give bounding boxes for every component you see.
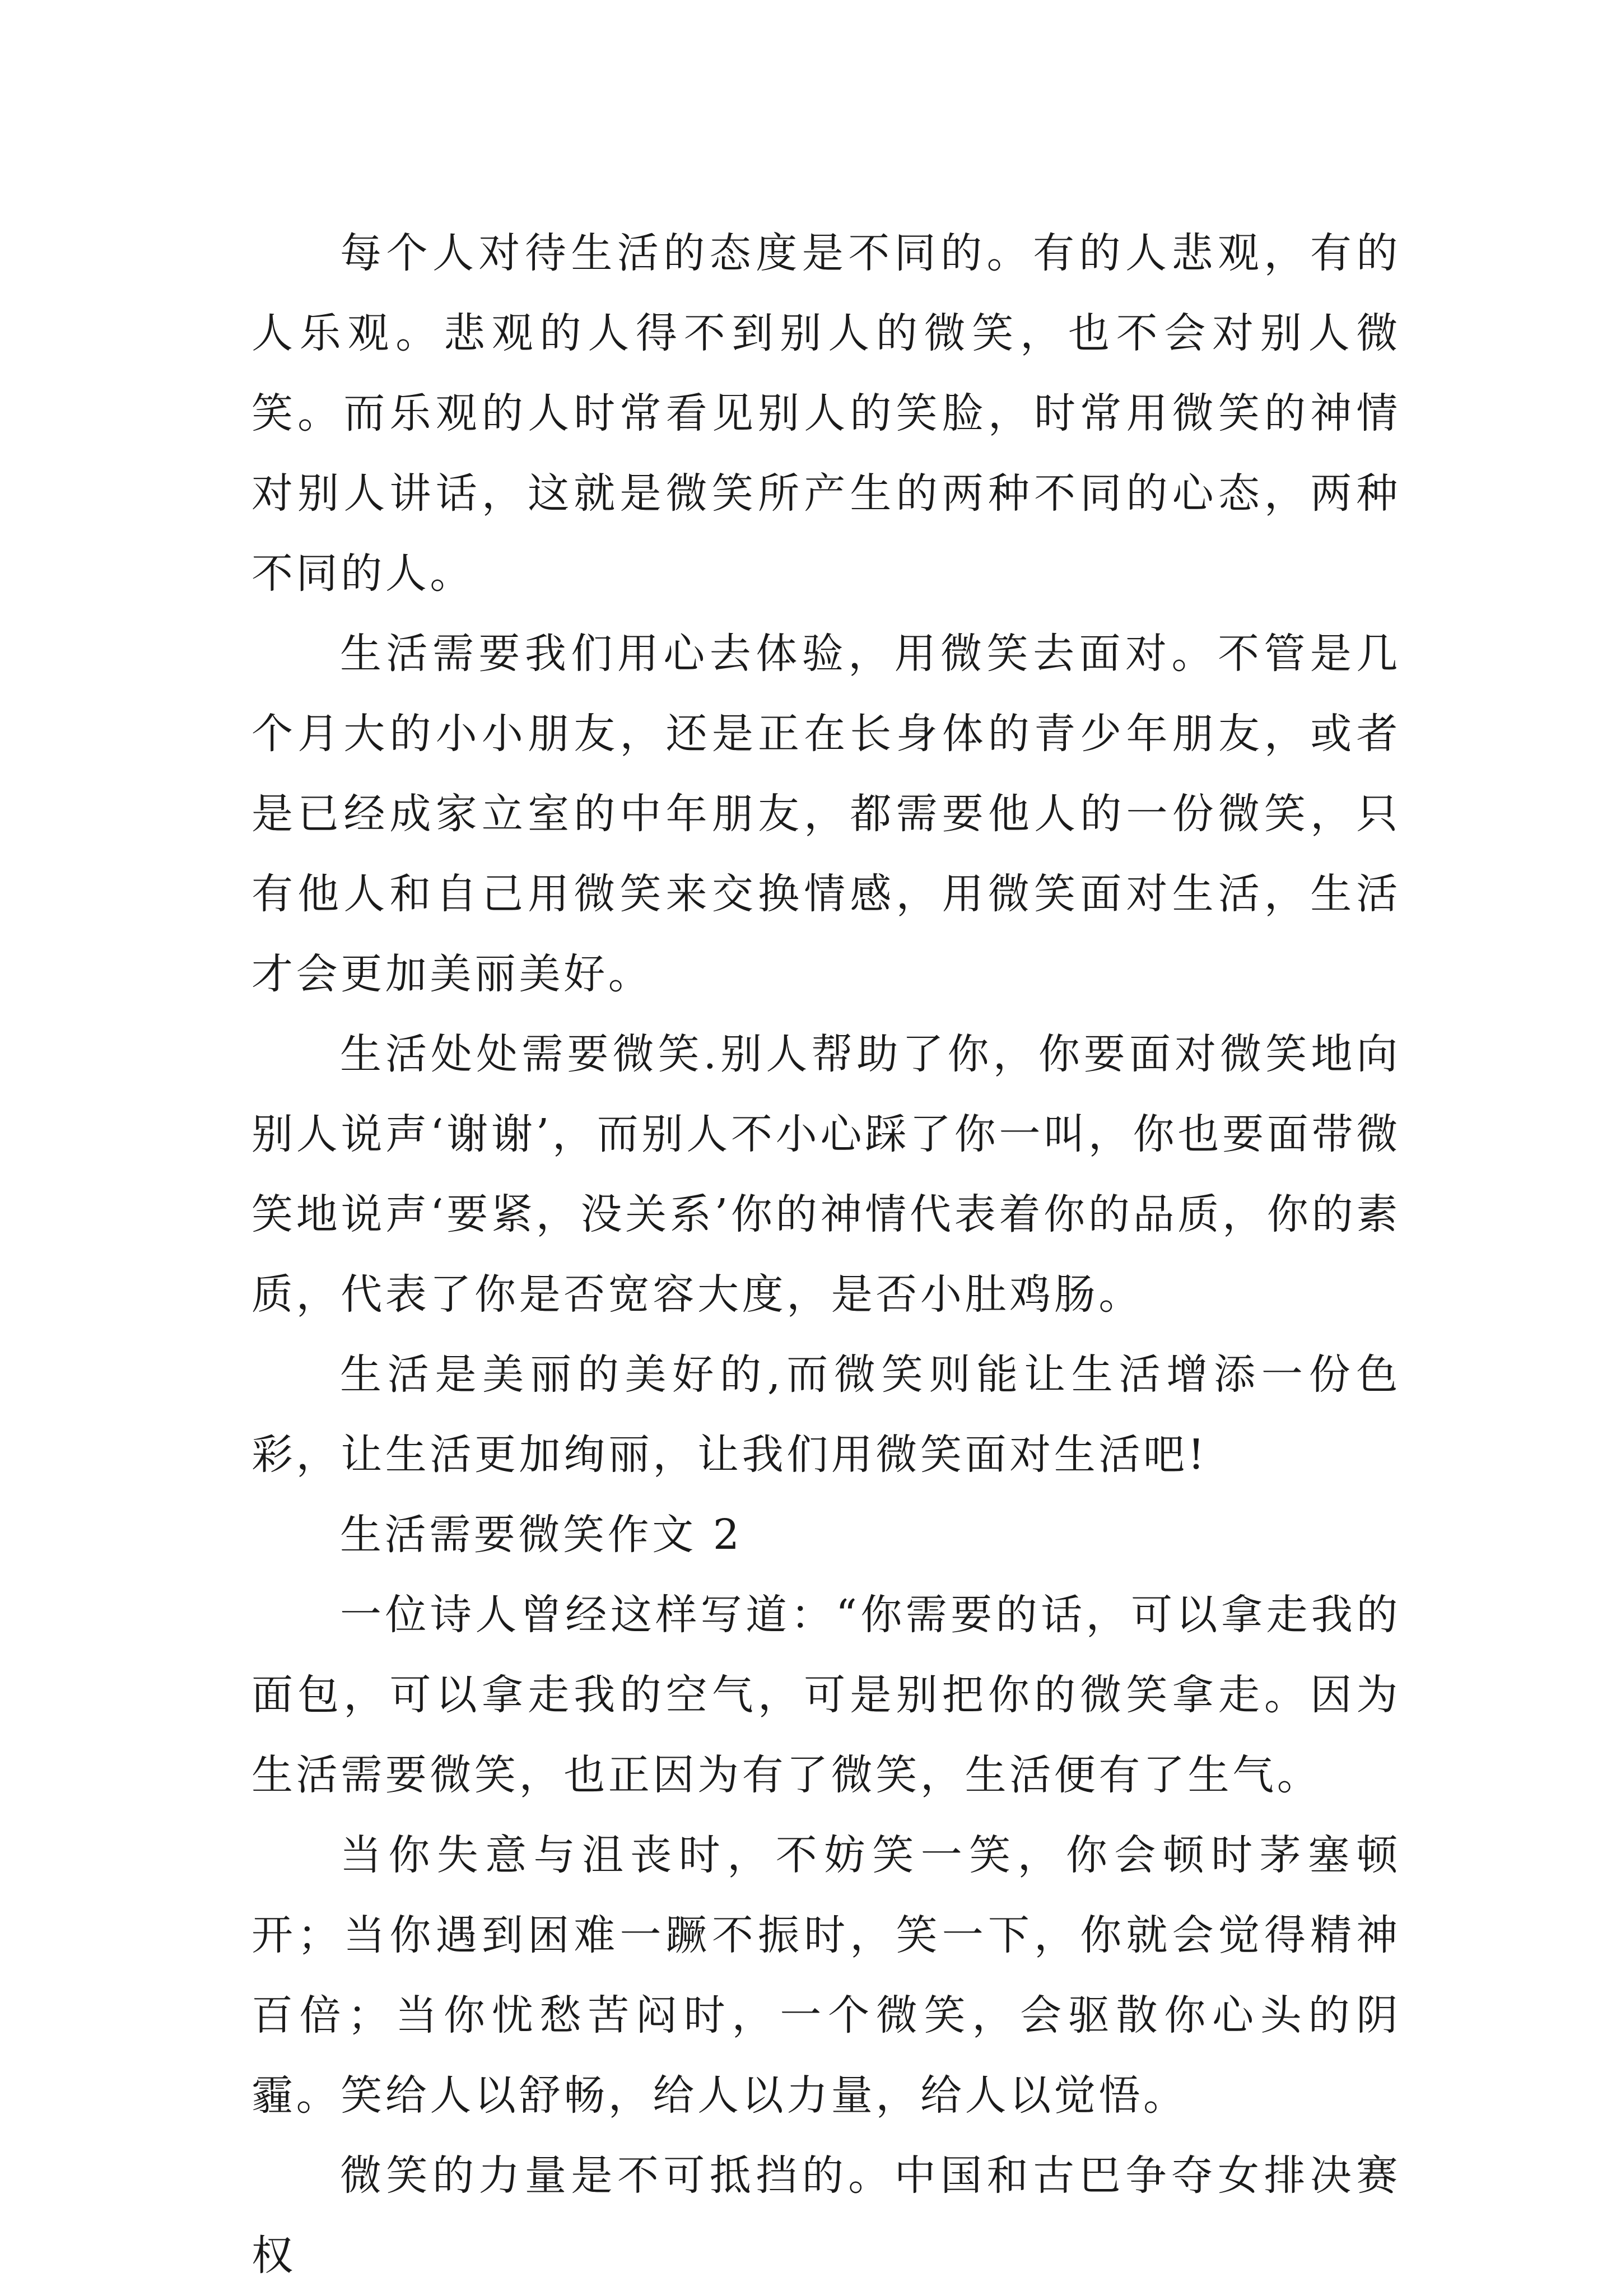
document-body bbox=[251, 213, 1401, 2296]
paragraph: 一位诗人曾经这样写道：“你需要的话，可以拿走我的面包，可以拿走我的空气，可是别把你的微笑拿走。因为生活需要微笑，也正因为有了微笑，生活便有了生气。 bbox=[251, 1591, 1401, 1799]
paragraph: 生活是美丽的美好的,而微笑则能让生活增添一份色彩，让生活更加绚丽，让我们用微笑面对生活吧! bbox=[251, 1350, 1401, 1479]
paragraph: 微笑的力量是不可抵挡的。中国和古巴争夺女排决赛权 bbox=[251, 2151, 1401, 2280]
paragraph: 当你失意与沮丧时，不妨笑一笑，你会顿时茅塞顿开；当你遇到困难一蹶不振时，笑一下，你就会觉得精神百倍；当你忧愁苦闷时，一个微笑，会驱散你心头的阴霾。笑给人以舒畅，给人以力量，给人以觉悟。 bbox=[251, 1831, 1401, 2120]
section-heading: 生活需要微笑作文 2 bbox=[340, 1511, 743, 1559]
paragraph: 生活需要我们用心去体验，用微笑去面对。不管是几个月大的小小朋友，还是正在长身体的青少年朋友，或者是已经成家立室的中年朋友，都需要他人的一份微笑，只有他人和自己用微笑来交换情感，用微笑面对生活，生活才会更加美丽美好。 bbox=[251, 630, 1401, 998]
paragraph: 生活处处需要微笑.别人帮助了你，你要面对微笑地向别人说声‘谢谢’，而别人不小心踩了你一叫，你也要面带微笑地说声‘要紧，没关系’你的神情代表着你的品质，你的素质，代表了你是否宽容大度，是否小肚鸡肠。 bbox=[251, 1030, 1401, 1319]
paragraph: 每个人对待生活的态度是不同的。有的人悲观，有的人乐观。悲观的人得不到别人的微笑，也不会对别人微笑。而乐观的人时常看见别人的笑脸，时常用微笑的神情对别人讲话，这就是微笑所产生的两种不同的心态，两种不同的人。 bbox=[251, 229, 1401, 598]
